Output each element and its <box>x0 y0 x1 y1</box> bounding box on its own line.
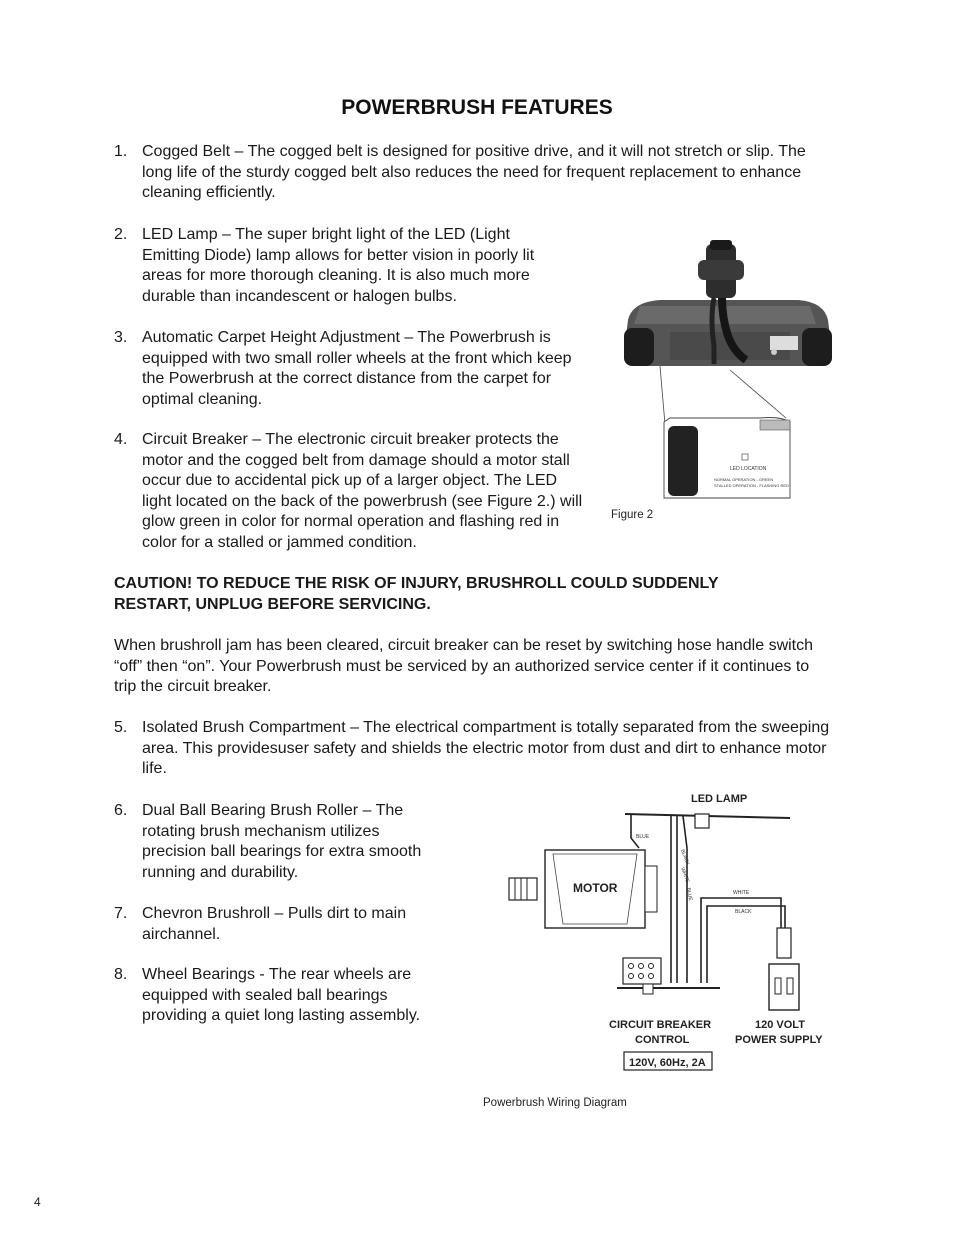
item-text: LED Lamp – The super bright light of the LED (Light Emitting Diode) lamp allows for better vision in poorly lit areas for more thorough cleaning. It is also much more durable than incandescent or halogen bulbs. <box>142 226 535 305</box>
page-number: 4 <box>34 1195 41 1209</box>
wire-label: WHITE <box>679 866 691 884</box>
item-number: 2. <box>114 226 128 243</box>
item-text: Wheel Bearings - The rear wheels are equipped with sealed ball bearings providing a quiet long lasting assembly. <box>142 966 421 1024</box>
led-indicator <box>742 454 748 460</box>
item-text: Cogged Belt – The cogged belt is designed for positive drive, and it will not stretch or slip. The long life of the sturdy cogged belt also reduces the need for frequent replacement to enhance cleaning efficiently. <box>142 143 806 201</box>
wire-label: BLUE <box>636 834 650 840</box>
normal-operation-label: NORMAL OPERATION - GREEN <box>714 477 774 482</box>
caution-warning: CAUTION! TO REDUCE THE RISK OF INJURY, BRUSHROLL COULD SUDDENLY RESTART, UNPLUG BEFORE SERVICING. <box>114 575 719 613</box>
item-number: 4. <box>114 431 128 448</box>
circuit-breaker-board <box>623 958 661 984</box>
wire-label: BLACK <box>735 909 752 915</box>
figure-2-caption: Figure 2 <box>611 509 654 521</box>
led-lamp-board <box>695 814 709 828</box>
wire-label: WHITE <box>733 890 750 896</box>
power-supply-label-2: POWER SUPPLY <box>735 1034 823 1046</box>
wiring-diagram <box>505 788 840 1078</box>
rating-label: 120V, 60Hz, 2A <box>629 1057 706 1069</box>
wiring-diagram-caption: Powerbrush Wiring Diagram <box>483 1097 627 1109</box>
circuit-breaker-label-2: CONTROL <box>635 1034 690 1046</box>
power-plug <box>769 964 799 1010</box>
wire-label: BLACK <box>679 848 691 867</box>
item-number: 3. <box>114 329 128 346</box>
power-supply-label: 120 VOLT <box>755 1019 805 1031</box>
wire-label: BLUE <box>685 887 694 902</box>
item-text: Dual Ball Bearing Brush Roller – The rotating brush mechanism utilizes precision ball bearings for extra smooth running and durability. <box>142 802 422 881</box>
item-number: 8. <box>114 966 128 983</box>
item-number: 1. <box>114 143 128 160</box>
item-text: Automatic Carpet Height Adjustment – The Powerbrush is equipped with two small roller wheels at the front which keep the Powerbrush at the correct distance from the carpet for optimal cleaning. <box>142 329 572 408</box>
led-lamp-label: LED LAMP <box>691 793 748 805</box>
item-number: 5. <box>114 719 128 736</box>
item-text: Circuit Breaker – The electronic circuit breaker protects the motor and the cogged belt from damage should a motor stall occur due to accidental pick up of a larger object. The LED light located on the back of the powerbrush (see Figure 2.) will glow green in color for normal operation and flashing red in color for a stalled or jammed condition. <box>142 431 583 551</box>
motor-label: MOTOR <box>573 881 618 895</box>
item-text: Isolated Brush Compartment – The electrical compartment is totally separated from the sweeping area. This providesuser safety and shields the electric motor from dust and dirt to enhance motor life. <box>142 719 830 777</box>
item-number: 7. <box>114 905 128 922</box>
item-text: Chevron Brushroll – Pulls dirt to main airchannel. <box>142 905 407 943</box>
page-title: POWERBRUSH FEATURES <box>341 96 613 119</box>
reset-paragraph: When brushroll jam has been cleared, circuit breaker can be reset by switching hose handle switch “off” then “on”. Your Powerbrush must be serviced by an authorized service center if it continues to trip the circuit breaker. <box>114 637 814 695</box>
circuit-breaker-label: CIRCUIT BREAKER <box>609 1019 712 1031</box>
led-location-label: LED LOCATION <box>730 466 767 472</box>
figure-2-powerbrush-photo <box>610 240 845 510</box>
stalled-operation-label: STALLED OPERATION - FLASHING RED <box>714 483 789 488</box>
item-number: 6. <box>114 802 128 819</box>
